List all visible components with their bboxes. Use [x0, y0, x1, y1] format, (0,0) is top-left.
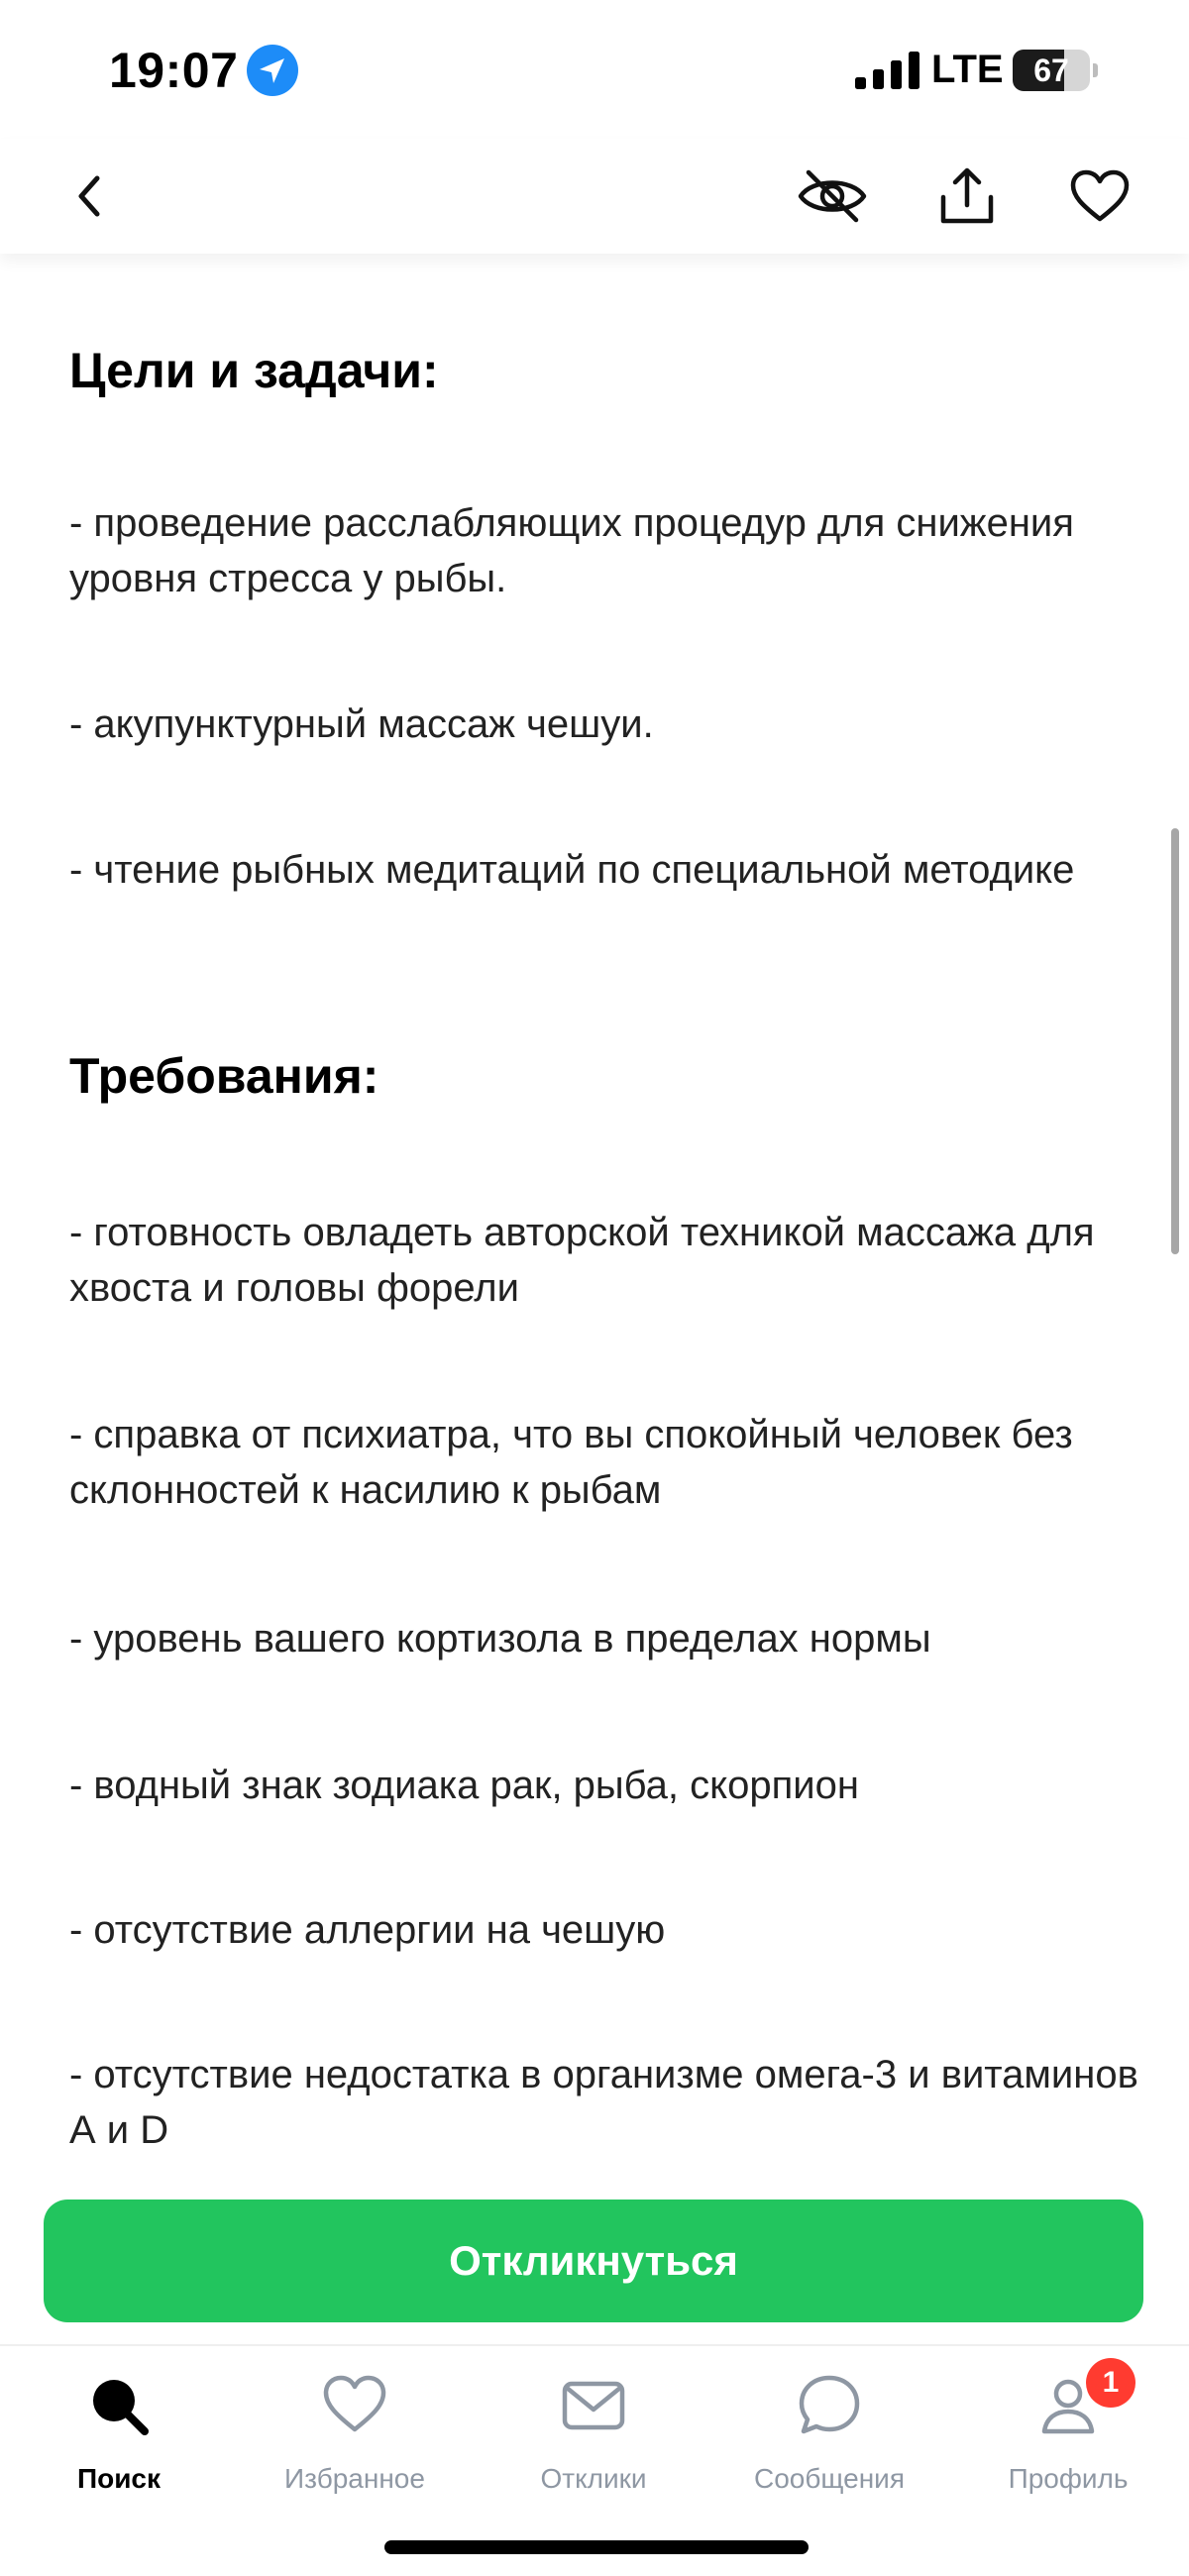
goal-item: - чтение рыбных медитаций по специальной методике [69, 848, 1075, 892]
tab-messages[interactable] [730, 2370, 928, 2499]
chevron-left-icon [69, 170, 109, 222]
location-arrow-icon [246, 44, 299, 97]
battery-indicator [1013, 50, 1098, 91]
tab-label: Сообщения [754, 2463, 905, 2494]
respond-button[interactable]: Откликнуться [44, 2200, 1143, 2322]
share-icon [937, 165, 997, 227]
requirement-item: - отсутствие аллергии на чешую [69, 1908, 666, 1952]
notification-badge: 1 [1086, 2358, 1135, 2408]
tab-profile[interactable] [969, 2366, 1167, 2499]
requirement-item: - уровень вашего кортизола в пределах нормы [69, 1617, 931, 1661]
tab-favorites[interactable] [256, 2370, 454, 2499]
tab-label: Отклики [540, 2463, 647, 2494]
status-time: 19:07 [109, 43, 239, 98]
hide-button[interactable] [795, 159, 870, 234]
chat-bubble-icon [794, 2370, 865, 2441]
eye-slash-icon [797, 166, 868, 226]
back-button[interactable] [52, 159, 127, 234]
tab-search[interactable] [20, 2370, 218, 2499]
search-icon [83, 2370, 155, 2441]
requirements-title: Требования: [69, 1048, 379, 1104]
requirement-item: - отсутствие недостатка в организме омега-3 и витаминов А и D [69, 2053, 1138, 2152]
tab-label: Профиль [1008, 2463, 1129, 2494]
goal-item: - акупунктурный массаж чешуи. [69, 702, 654, 746]
goals-title: Цели и задачи: [69, 343, 439, 398]
requirement-item: - готовность овладеть авторской техникой массажа для хвоста и головы форели [69, 1211, 1095, 1310]
envelope-icon [558, 2370, 629, 2441]
network-type: LTE [931, 48, 1004, 91]
requirement-item: - водный знак зодиака рак, рыба, скорпион [69, 1764, 859, 1807]
share-button[interactable] [929, 159, 1005, 234]
cellular-signal-icon [855, 52, 920, 89]
heart-icon [319, 2370, 390, 2441]
tab-label: Поиск [76, 2463, 162, 2494]
scrollbar[interactable] [1171, 828, 1179, 1254]
battery-level-text: 67 [1033, 53, 1069, 88]
requirement-item: - справка от психиатра, что вы спокойный человек без склонностей к насилию к рыбам [69, 1413, 1073, 1512]
status-bar [0, 0, 1189, 139]
tab-label: Избранное [284, 2463, 425, 2494]
tab-responses[interactable] [494, 2370, 693, 2499]
favorite-button[interactable] [1062, 159, 1137, 234]
nav-header [0, 139, 1189, 254]
goal-item: - проведение расслабляющих процедур для снижения уровня стресса у рыбы. [69, 501, 1074, 600]
home-indicator [384, 2540, 809, 2554]
heart-icon [1068, 167, 1132, 225]
